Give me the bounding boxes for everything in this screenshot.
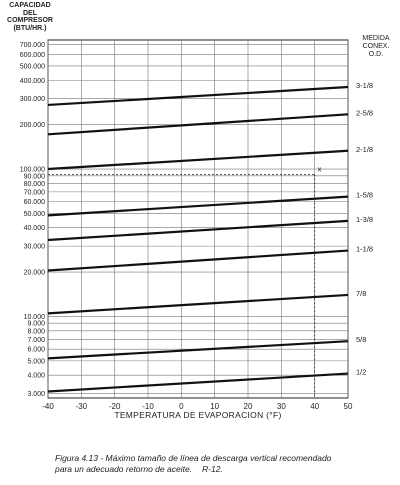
y-tick-label: 50.000 bbox=[23, 210, 45, 218]
y-axis-title-line: COMPRESOR bbox=[7, 17, 53, 24]
series-label: 2-1/8 bbox=[356, 144, 374, 154]
y-tick-label: 70.000 bbox=[23, 189, 45, 197]
y-tick-label: 80.000 bbox=[23, 180, 45, 188]
series-line bbox=[48, 87, 348, 105]
x-tick-label: 40 bbox=[310, 402, 320, 411]
caption-line-1: Figura 4.13 - Máximo tamaño de línea de descarga vertical recomendado bbox=[55, 453, 332, 463]
x-tick-label: -20 bbox=[108, 402, 121, 411]
y-tick-label: 3.000 bbox=[27, 391, 45, 399]
caption-line-2: para un adecuado retorno de aceite. bbox=[55, 464, 193, 474]
series-lines bbox=[48, 87, 348, 391]
series-line bbox=[48, 295, 348, 313]
series-line bbox=[48, 197, 348, 216]
series-line bbox=[48, 341, 348, 358]
y-tick-label: 40.000 bbox=[23, 225, 45, 233]
x-tick-label: 50 bbox=[343, 402, 353, 411]
y-tick-label: 5.000 bbox=[27, 358, 45, 366]
y-tick-label: 600.000 bbox=[19, 51, 45, 59]
y-tick-label: 10.000 bbox=[23, 313, 45, 321]
series-label: 2-5/8 bbox=[356, 108, 374, 118]
y-tick-label: 100.000 bbox=[19, 166, 45, 174]
y-tick-label: 60.000 bbox=[23, 199, 45, 207]
x-axis-title: TEMPERATURA DE EVAPORACION (°F) bbox=[114, 410, 282, 420]
y-tick-label: 7.000 bbox=[27, 336, 45, 344]
legend-title-line: MEDIDA bbox=[362, 35, 390, 42]
x-tick-label: -40 bbox=[42, 402, 54, 411]
x-tick-label: 0 bbox=[179, 402, 184, 411]
series-label: 7/8 bbox=[356, 288, 367, 298]
x-tick-label: -30 bbox=[75, 402, 88, 411]
y-tick-label: 400.000 bbox=[19, 77, 45, 85]
legend-title-line: O.D. bbox=[368, 51, 384, 58]
x-tick-label: 20 bbox=[243, 402, 253, 411]
y-axis-title-line: (BTU/HR.) bbox=[13, 24, 47, 32]
y-tick-label: 4.000 bbox=[27, 372, 45, 380]
y-tick-label: 700.000 bbox=[19, 41, 45, 49]
y-tick-label: 20.000 bbox=[23, 269, 45, 277]
series-label: 1-5/8 bbox=[356, 190, 374, 200]
y-tick-label: 200.000 bbox=[19, 122, 45, 130]
series-line bbox=[48, 151, 348, 169]
series-label: 1-3/8 bbox=[356, 214, 374, 224]
y-tick-label: 300.000 bbox=[19, 96, 45, 104]
y-axis-title-line: DEL bbox=[23, 9, 37, 17]
x-tick-label: -10 bbox=[142, 402, 154, 411]
x-tick-label: 30 bbox=[276, 402, 286, 411]
y-tick-label: 6.000 bbox=[27, 346, 45, 354]
y-tick-label: 30.000 bbox=[23, 243, 45, 251]
y-tick-label: 90.000 bbox=[23, 173, 45, 181]
y-tick-label: 8.000 bbox=[27, 328, 45, 336]
caption-tag: R-12. bbox=[202, 464, 223, 474]
y-tick-label: 500.000 bbox=[19, 63, 45, 71]
legend-title-line: CONEX. bbox=[362, 43, 390, 50]
series-line bbox=[48, 251, 348, 271]
tick-labels bbox=[20, 42, 373, 411]
y-axis-title-line: CAPACIDAD bbox=[9, 2, 51, 9]
series-label: 3-1/8 bbox=[356, 81, 374, 91]
x-tick-label: 10 bbox=[210, 402, 220, 411]
series-line bbox=[48, 221, 348, 240]
y-tick-label: 9.000 bbox=[27, 320, 45, 328]
figure-caption bbox=[55, 453, 355, 475]
series-label: 1/2 bbox=[356, 367, 367, 377]
series-line bbox=[48, 114, 348, 134]
example-marker: x bbox=[317, 164, 322, 174]
series-label: 5/8 bbox=[356, 335, 367, 345]
series-line bbox=[48, 374, 348, 392]
series-label: 1-1/8 bbox=[356, 244, 374, 254]
